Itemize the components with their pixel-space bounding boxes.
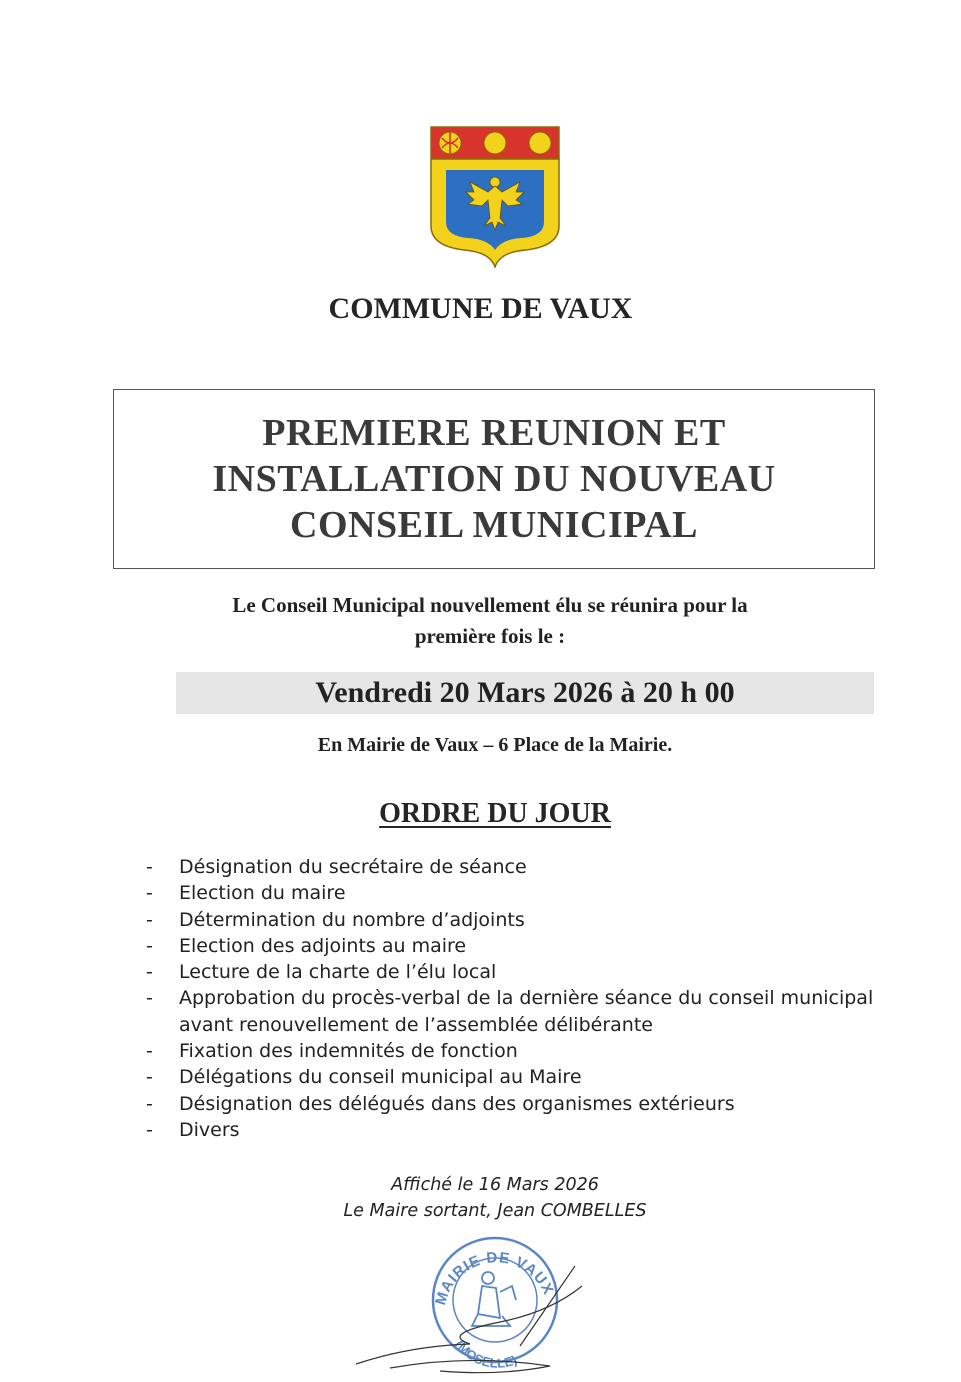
agenda-item-text: Lecture de la charte de l’élu local — [179, 961, 497, 984]
bullet-dash: - — [146, 961, 153, 984]
agenda-item-text: Divers — [179, 1118, 240, 1141]
footer-signature-block — [290, 1172, 700, 1224]
svg-text:(MOSELLE) — [452, 1337, 519, 1371]
agenda-item — [146, 880, 886, 906]
title-box — [113, 389, 875, 569]
agenda-item-text: Détermination du nombre d’adjoints — [179, 908, 525, 931]
mairie-stamp-icon — [350, 1226, 590, 1376]
stamp-bottom-text: (MOSELLE) — [452, 1337, 520, 1371]
agenda-item — [146, 985, 886, 1038]
agenda-title: ORDRE DU JOUR — [379, 798, 611, 829]
coat-of-arms-icon — [430, 126, 560, 268]
agenda-item-text: Désignation du secrétaire de séance — [179, 856, 527, 878]
posted-date: Affiché le 16 Mars 2026 — [391, 1175, 599, 1195]
agenda-item-text: Election des adjoints au maire — [179, 934, 467, 957]
title-line: CONSEIL MUNICIPAL — [290, 504, 698, 546]
agenda-item-text: Approbation du procès-verbal de la dernière séance du conseil municipal avant renouvellement de l’assemblée délibérante — [179, 987, 874, 1036]
meeting-place: En Mairie de Vaux – 6 Place de la Mairie. — [317, 734, 673, 756]
agenda-item — [146, 1091, 886, 1117]
agenda-item — [146, 933, 886, 959]
meeting-date: Vendredi 20 Mars 2026 à 20 h 00 — [176, 672, 874, 714]
intro-line: première fois le : — [414, 624, 566, 648]
bullet-dash: - — [146, 934, 153, 957]
commune-name: COMMUNE DE VAUX — [328, 292, 633, 325]
bullet-dash: - — [146, 856, 153, 878]
agenda-item — [146, 1038, 886, 1064]
title-line: PREMIERE REUNION ET — [262, 412, 726, 454]
signatory: Le Maire sortant, Jean COMBELLES — [343, 1201, 647, 1221]
intro-text — [140, 590, 840, 652]
agenda-item — [146, 907, 886, 933]
agenda-item — [146, 1117, 886, 1143]
stamp-top-text: MAIRIE DE VAUX — [432, 1249, 557, 1308]
bullet-dash: - — [146, 1040, 153, 1063]
intro-line: Le Conseil Municipal nouvellement élu se réunira pour la — [232, 593, 748, 617]
agenda-item-text: Délégations du conseil municipal au Maire — [179, 1066, 582, 1089]
agenda-item-text: Fixation des indemnités de fonction — [179, 1040, 518, 1063]
agenda-item — [146, 1064, 886, 1090]
agenda-item — [146, 959, 886, 985]
bullet-dash: - — [146, 908, 153, 931]
title-line: INSTALLATION DU NOUVEAU — [212, 458, 776, 500]
bullet-dash: - — [146, 1066, 153, 1089]
bullet-dash: - — [146, 882, 153, 905]
agenda-item-text: Election du maire — [179, 882, 346, 905]
agenda-list — [146, 854, 886, 1143]
bullet-dash: - — [146, 1092, 153, 1115]
bullet-dash: - — [146, 987, 153, 1010]
agenda-item-text: Désignation des délégués dans des organismes extérieurs — [179, 1092, 735, 1115]
agenda-item — [146, 854, 886, 880]
bullet-dash: - — [146, 1118, 153, 1141]
